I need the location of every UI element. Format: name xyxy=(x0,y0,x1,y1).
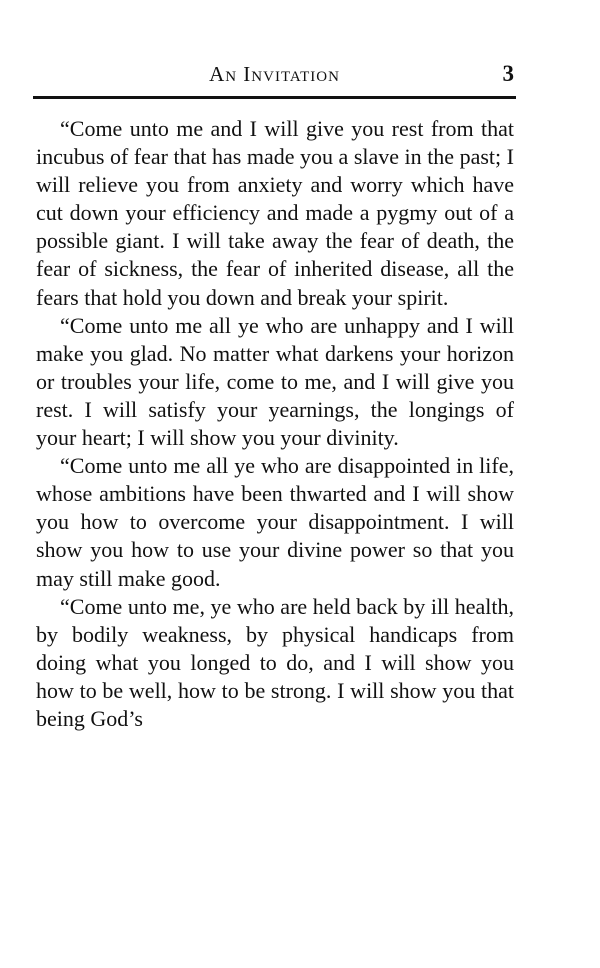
paragraph-unhappy: “Come unto me all ye who are unhappy and I will make you glad. No matter what darkens your horizon or troubles your life, come to me, and I will give you rest. I will satisfy your yearnings, the longings of your heart; I will show you your divinity. xyxy=(36,312,514,451)
running-head xyxy=(33,60,516,92)
paragraph-rest: “Come unto me and I will give you rest from that incubus of fear that has made you a slave in the past; I will relieve you from anxiety and worry which have cut down your efficiency and made a pygmy out of a possible giant. I will take away the fear of death, the fear of sickness, the fear of inherited disease, all the fears that hold you down and break your spirit. xyxy=(36,116,514,310)
paragraph-disappointed: “Come unto me all ye who are disappointed in life, whose ambitions have been thwarted and I will show you how to overcome your disappointment. I will show you how to use your divine power so that you may still make good. xyxy=(36,453,514,591)
paragraph-ill-health: “Come unto me, ye who are held back by ill health, by bodily weakness, by physical handicaps from doing what you longed to do, and I will show you how to be well, how to be strong. I will show you that being God’s xyxy=(36,593,514,731)
body-text xyxy=(36,115,514,733)
page-number: 3 xyxy=(502,61,514,86)
header-rule xyxy=(33,96,516,99)
running-title: An Invitation xyxy=(209,62,340,86)
